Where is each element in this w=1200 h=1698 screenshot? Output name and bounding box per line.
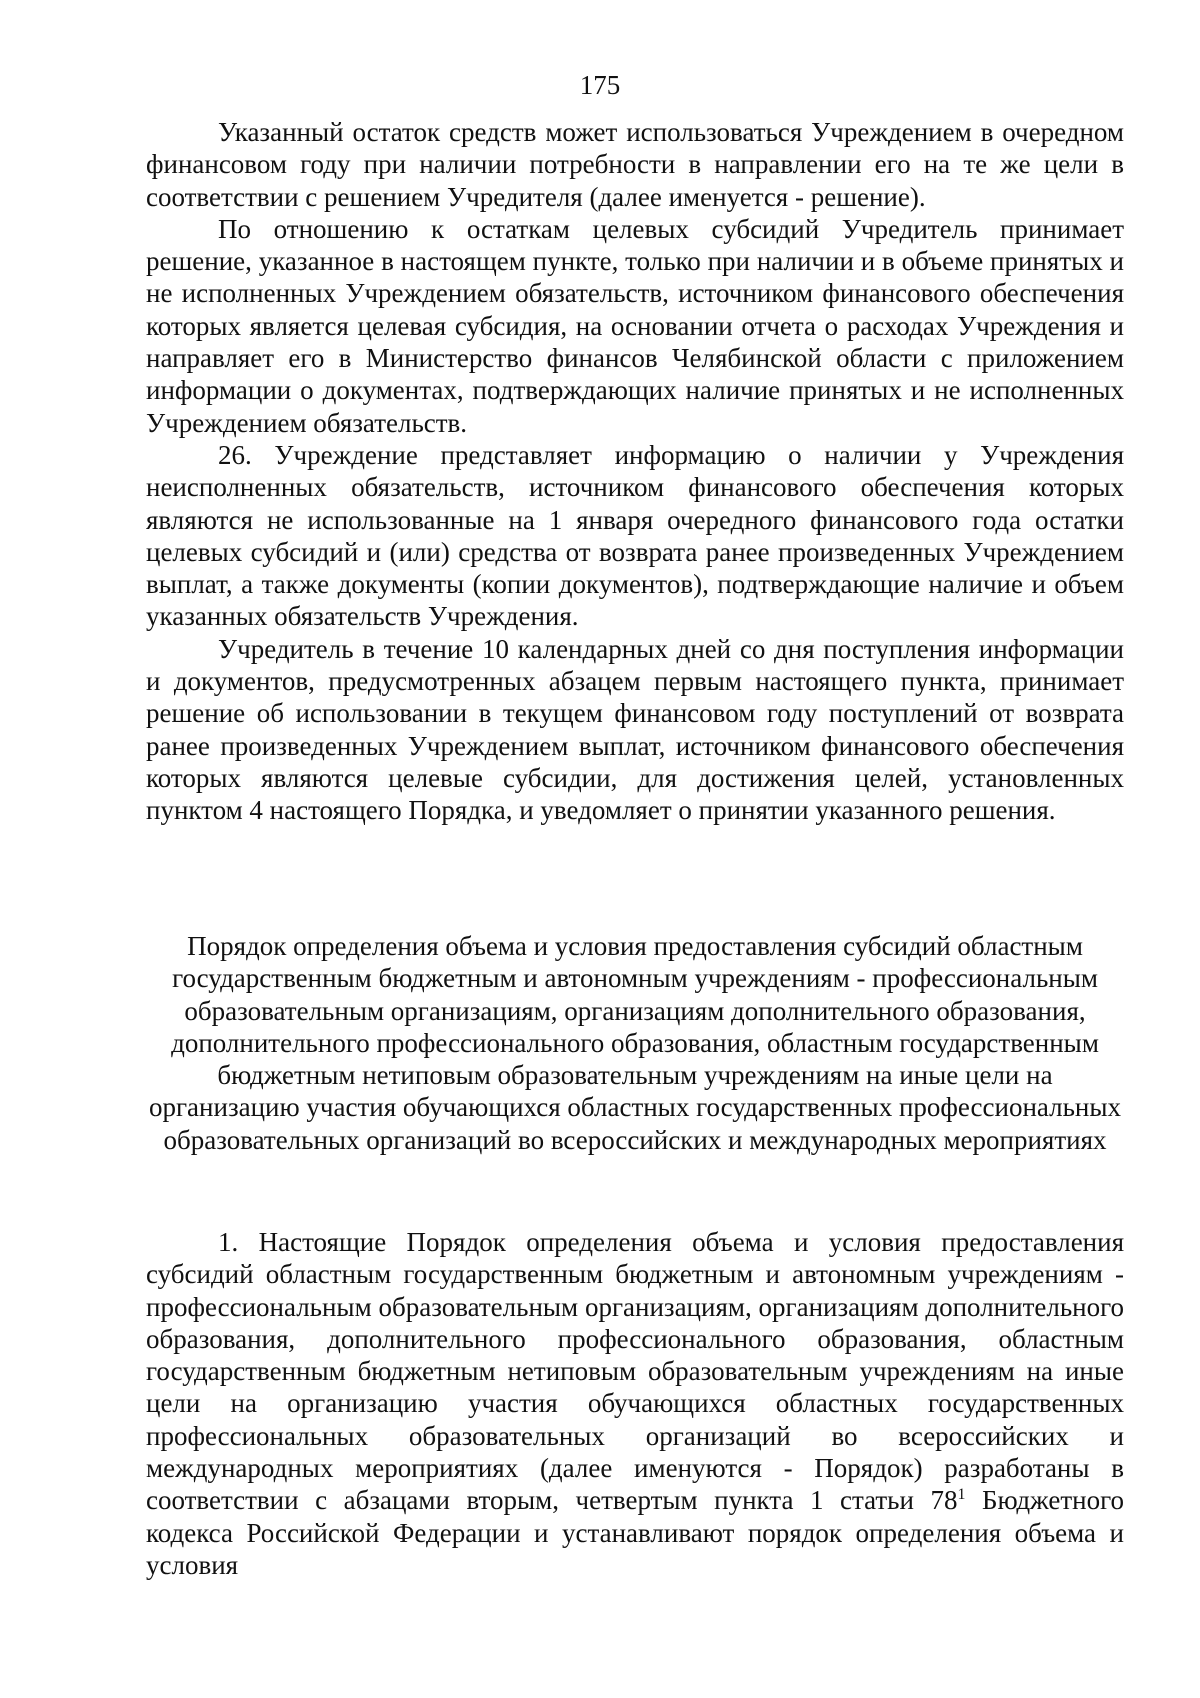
paragraph-item-1-text-end: Бюджетного кодекса Российской Федерации и устанавливают порядок определения объема и условия <box>146 1485 1124 1580</box>
paragraph-remaining-funds: Указанный остаток средств может использоваться Учреждением в очередном финансовом году при наличии потребности в направлении его на те же цели в соответствии с решением Учредителя (далее именуется - решение). <box>146 117 1124 212</box>
bottom-text-block <box>146 1226 1124 1581</box>
paragraph-founder-decision: Учредитель в течение 10 календарных дней со дня поступления информации и документов, предусмотренных абзацем первым настоящего пункта, принимает решение об использовании в текущем финансовом году поступлений от возврата ранее произведенных Учреждением выплат, источником финансового обеспечения которых являются целевые субсидии, для достижения целей, установленных пунктом 4 настоящего Порядка, и уведомляет о принятии указанного решения. <box>146 633 1124 826</box>
paragraph-item-26: 26. Учреждение представляет информацию о наличии у Учреждения неисполненных обязательств, источником финансового обеспечения которых являются не использованные на 1 января очередного финансового года остатки целевых субсидий и (или) средства от возврата ранее произведенных Учреждением выплат, а также документы (копии документов), подтверждающие наличие и объем указанных обязательств Учреждения. <box>146 439 1124 632</box>
paragraph-target-subsidy-balances: По отношению к остаткам целевых субсидий Учредитель принимает решение, указанное в настоящем пункте, только при наличии и в объеме принятых и не исполненных Учреждением обязательств, источником финансового обеспечения которых является целевая субсидия, на основании отчета о расходах Учреждения и направляет его в Министерство финансов Челябинской области с приложением информации о документах, подтверждающих наличие принятых и не исполненных Учреждением обязательств. <box>146 213 1124 438</box>
section-heading: Порядок определения объема и условия предоставления субсидий областным государственным бюджетным и автономным учреждениям - профессиональным образовательным организациям, организациям дополнительного образования, дополнительного профессионального образования, областным государственным бюджетным нетиповым образовательным учреждениям на иные цели на организацию участия обучающихся областных государственных профессиональных образовательных организаций во всероссийских и международных мероприятиях <box>148 931 1122 1155</box>
top-text-block <box>146 116 1124 827</box>
paragraph-item-1-text-start: 1. Настоящие Порядок определения объема и условия предоставления субсидий областным государственным бюджетным и автономным учреждениям - профессиональным образовательным организациям, организациям дополнительного образования, дополнительного профессионального образования, областным государственным бюджетным нетиповым образовательным учреждениям на иные цели на организацию участия обучающихся областных государственных профессиональных образовательных организаций во всероссийских и международных мероприятиях (далее именуются - Порядок) разработаны в соответствии с абзацами вторым, четвертым пункта 1 статьи 78 <box>146 1227 1124 1516</box>
paragraph-item-1 <box>146 1226 1124 1581</box>
page-number: 175 <box>579 70 621 100</box>
article-superscript: 1 <box>957 1486 966 1504</box>
